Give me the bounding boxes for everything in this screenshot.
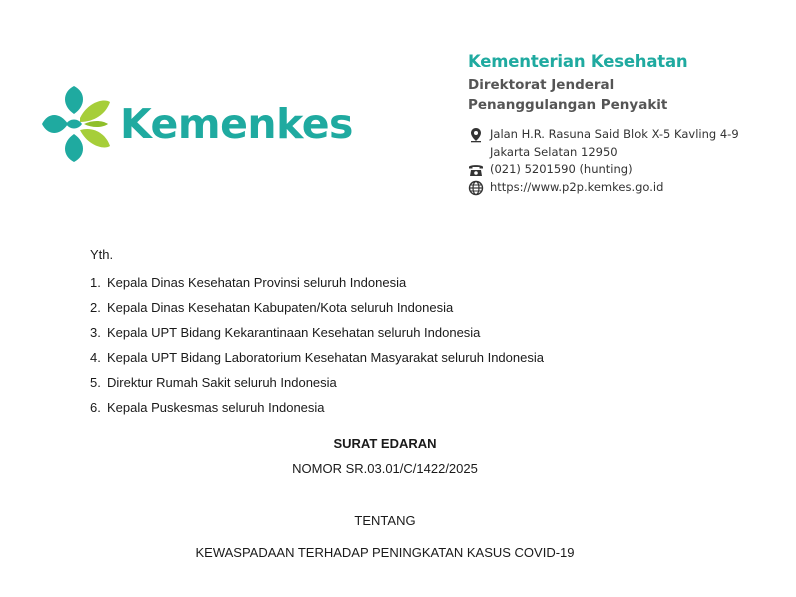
contact-address-line-1: Jalan H.R. Rasuna Said Blok X-5 Kavling 4-9 bbox=[490, 127, 739, 141]
document-title: SURAT EDARAN bbox=[333, 436, 437, 451]
org-header bbox=[468, 52, 687, 115]
contact-website bbox=[468, 179, 739, 197]
recipient-text: Kepala Dinas Kesehatan Provinsi seluruh Indonesia bbox=[107, 275, 407, 290]
recipient-list bbox=[90, 270, 544, 420]
contact-phone bbox=[468, 161, 739, 179]
org-name: Kementerian Kesehatan bbox=[468, 52, 688, 71]
logo-wordmark: Kemenkes bbox=[120, 100, 353, 148]
recipient-text: Kepala Dinas Kesehatan Kabupaten/Kota seluruh Indonesia bbox=[107, 300, 454, 315]
contact-address bbox=[468, 126, 739, 144]
contact-address-line-2: Jakarta Selatan 12950 bbox=[490, 144, 618, 159]
list-item bbox=[90, 395, 544, 420]
kemenkes-emblem-icon bbox=[40, 84, 112, 164]
contact-website-link[interactable]: https://www.p2p.kemkes.go.id bbox=[490, 179, 664, 194]
list-number: 5. bbox=[90, 375, 101, 390]
org-sub-2: Penanggulangan Penyakit bbox=[468, 97, 668, 113]
org-sub-1: Direktorat Jenderal bbox=[468, 77, 615, 93]
recipient-text: Direktur Rumah Sakit seluruh Indonesia bbox=[107, 375, 337, 390]
about-label: TENTANG bbox=[354, 513, 416, 528]
list-number: 1. bbox=[90, 275, 101, 290]
list-item bbox=[90, 370, 544, 395]
list-number: 3. bbox=[90, 325, 101, 340]
list-number: 2. bbox=[90, 300, 101, 315]
location-pin-icon bbox=[468, 127, 484, 143]
telephone-icon bbox=[468, 162, 484, 178]
list-item bbox=[90, 295, 544, 320]
recipient-text: Kepala UPT Bidang Laboratorium Kesehatan Masyarakat seluruh Indonesia bbox=[107, 350, 544, 365]
kemenkes-logo bbox=[40, 84, 353, 164]
salutation: Yth. bbox=[90, 247, 114, 262]
list-item bbox=[90, 345, 544, 370]
list-item bbox=[90, 270, 544, 295]
list-number: 4. bbox=[90, 350, 101, 365]
contact-city bbox=[468, 144, 739, 162]
document-subject: KEWASPADAAN TERHADAP PENINGKATAN KASUS COVID-19 bbox=[195, 545, 575, 560]
contact-block bbox=[468, 126, 739, 196]
globe-icon bbox=[468, 180, 484, 196]
recipient-text: Kepala Puskesmas seluruh Indonesia bbox=[107, 400, 325, 415]
recipient-text: Kepala UPT Bidang Kekarantinaan Kesehatan seluruh Indonesia bbox=[107, 325, 481, 340]
list-number: 6. bbox=[90, 400, 101, 415]
list-item bbox=[90, 320, 544, 345]
contact-phone-text: (021) 5201590 (hunting) bbox=[490, 162, 633, 176]
document-number: NOMOR SR.03.01/C/1422/2025 bbox=[292, 461, 478, 476]
